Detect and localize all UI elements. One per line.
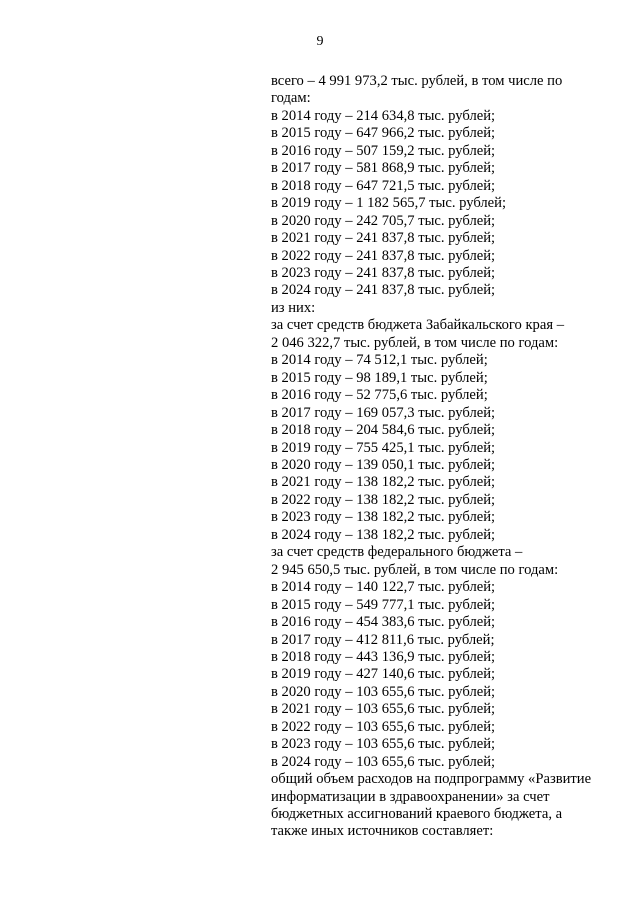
- text-line: в 2020 году – 242 705,7 тыс. рублей;: [271, 212, 496, 229]
- text-line: также иных источников составляет:: [271, 823, 494, 840]
- text-line: общий объем расходов на подпрограмму «Развитие: [271, 771, 592, 788]
- text-line: информатизации в здравоохранении» за счет: [271, 788, 550, 805]
- text-line: в 2014 году – 74 512,1 тыс. рублей;: [271, 352, 488, 369]
- page-number: 9: [316, 34, 324, 49]
- text-line: всего – 4 991 973,2 тыс. рублей, в том числе по: [271, 73, 563, 89]
- text-line: в 2019 году – 427 140,6 тыс. рублей;: [271, 666, 496, 683]
- text-line: в 2014 году – 140 122,7 тыс. рублей;: [271, 579, 496, 596]
- text-line: в 2021 году – 138 182,2 тыс. рублей;: [271, 474, 496, 491]
- text-line: в 2016 году – 454 383,6 тыс. рублей;: [271, 614, 496, 631]
- text-line: за счет средств бюджета Забайкальского края –: [271, 317, 564, 334]
- text-line: из них:: [271, 299, 316, 316]
- text-line: в 2022 году – 241 837,8 тыс. рублей;: [271, 247, 496, 264]
- text-line: в 2020 году – 139 050,1 тыс. рублей;: [271, 456, 496, 473]
- text-line: годам:: [271, 90, 311, 107]
- text-line: в 2014 году – 214 634,8 тыс. рублей;: [271, 107, 496, 124]
- text-line: в 2019 году – 1 182 565,7 тыс. рублей;: [271, 195, 507, 212]
- text-line: в 2015 году – 647 966,2 тыс. рублей;: [271, 125, 496, 142]
- text-line: в 2018 году – 443 136,9 тыс. рублей;: [271, 648, 496, 665]
- text-line: в 2022 году – 138 182,2 тыс. рублей;: [271, 491, 496, 508]
- text-line: в 2017 году – 581 868,9 тыс. рублей;: [271, 160, 496, 177]
- text-line: 2 945 650,5 тыс. рублей, в том числе по годам:: [271, 561, 559, 578]
- text-line: в 2017 году – 412 811,6 тыс. рублей;: [271, 631, 495, 648]
- text-line: в 2017 году – 169 057,3 тыс. рублей;: [271, 404, 496, 421]
- text-line: в 2016 году – 52 775,6 тыс. рублей;: [271, 387, 488, 404]
- text-line: в 2018 году – 647 721,5 тыс. рублей;: [271, 177, 496, 194]
- text-line: в 2021 году – 241 837,8 тыс. рублей;: [271, 230, 496, 247]
- text-line: в 2023 году – 138 182,2 тыс. рублей;: [271, 509, 496, 526]
- text-line: в 2023 году – 103 655,6 тыс. рублей;: [271, 736, 496, 753]
- text-line: бюджетных ассигнований краевого бюджета, а: [271, 806, 563, 823]
- text-line: в 2022 году – 103 655,6 тыс. рублей;: [271, 718, 496, 735]
- text-line: в 2024 году – 103 655,6 тыс. рублей;: [271, 753, 496, 770]
- text-line: в 2021 году – 103 655,6 тыс. рублей;: [271, 701, 496, 718]
- document-body: [271, 73, 621, 841]
- text-line: в 2024 году – 241 837,8 тыс. рублей;: [271, 282, 496, 299]
- text-line: в 2018 году – 204 584,6 тыс. рублей;: [271, 422, 496, 439]
- text-line: в 2023 году – 241 837,8 тыс. рублей;: [271, 264, 496, 281]
- text-line: в 2019 году – 755 425,1 тыс. рублей;: [271, 439, 496, 456]
- text-line: 2 046 322,7 тыс. рублей, в том числе по годам:: [271, 334, 559, 351]
- text-line: в 2015 году – 549 777,1 тыс. рублей;: [271, 596, 496, 613]
- text-line: за счет средств федерального бюджета –: [271, 544, 523, 561]
- text-line: в 2020 году – 103 655,6 тыс. рублей;: [271, 683, 496, 700]
- text-line: в 2024 году – 138 182,2 тыс. рублей;: [271, 526, 496, 543]
- text-line: в 2016 году – 507 159,2 тыс. рублей;: [271, 142, 496, 159]
- text-line: в 2015 году – 98 189,1 тыс. рублей;: [271, 369, 488, 386]
